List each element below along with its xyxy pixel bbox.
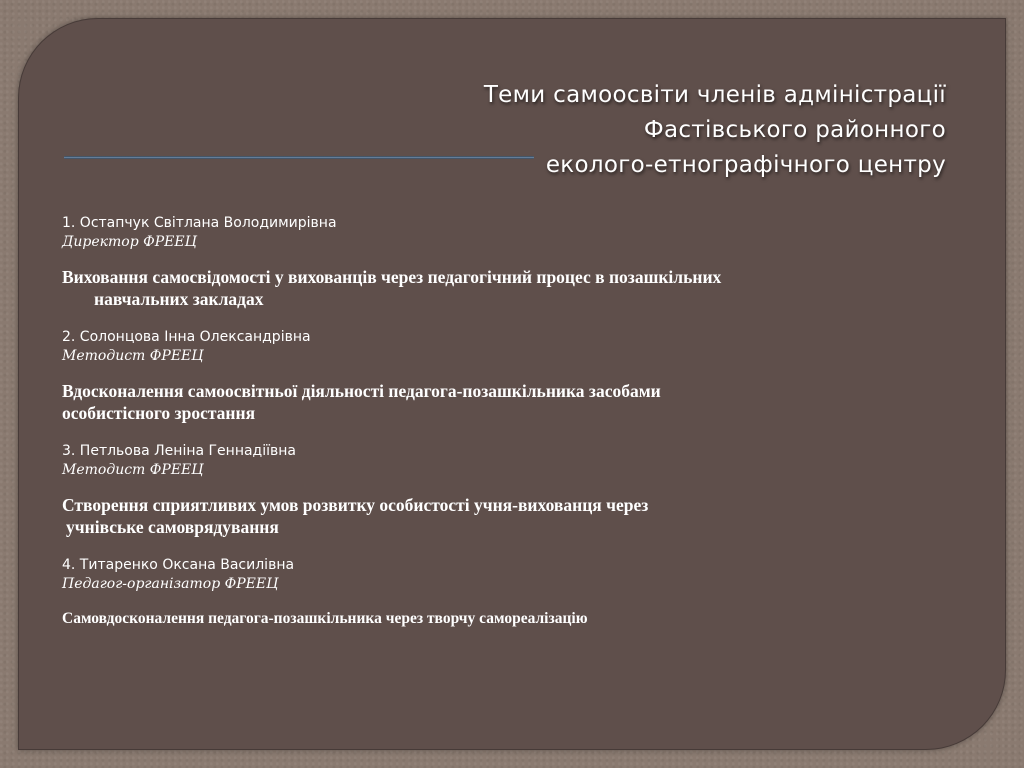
title-line-1: Теми самоосвіти членів адміністрації bbox=[483, 82, 946, 108]
topic-line: Самовдосконалення педагога-позашкільника через творчу самореалізацію bbox=[62, 610, 588, 627]
title-underline bbox=[64, 156, 534, 159]
topic-line: особистісного зростання bbox=[62, 403, 256, 423]
topic-line: навчальних закладах bbox=[94, 289, 264, 309]
title-line-3: еколого-етнографічного центру bbox=[545, 152, 946, 178]
slide-title bbox=[326, 78, 946, 183]
member-topic bbox=[62, 494, 962, 538]
member-topic bbox=[62, 380, 962, 424]
members-list bbox=[62, 214, 962, 648]
member-entry-2 bbox=[62, 328, 962, 424]
topic-line: Виховання самосвідомості у вихованців через педагогічний процес в позашкільних bbox=[62, 267, 722, 287]
member-topic bbox=[62, 266, 962, 310]
member-name: 3. Петльова Леніна Геннадіївна bbox=[62, 443, 296, 459]
member-name: 1. Остапчук Світлана Володимирівна bbox=[62, 215, 337, 231]
member-role: Директор ФРЕЕЦ bbox=[62, 234, 197, 250]
member-role: Педагог-організатор ФРЕЕЦ bbox=[62, 576, 279, 592]
topic-line: Створення сприятливих умов розвитку особистості учня-вихованця через bbox=[62, 495, 649, 515]
member-topic bbox=[62, 608, 962, 630]
member-name: 4. Титаренко Оксана Василівна bbox=[62, 557, 295, 573]
member-role: Методист ФРЕЕЦ bbox=[62, 462, 204, 478]
slide-panel bbox=[18, 18, 1006, 750]
member-entry-4 bbox=[62, 556, 962, 630]
title-line-2: Фастівського районного bbox=[643, 117, 946, 143]
member-name: 2. Солонцова Інна Олександрівна bbox=[62, 329, 311, 345]
member-role: Методист ФРЕЕЦ bbox=[62, 348, 204, 364]
topic-line: Вдосконалення самоосвітньої діяльності педагога-позашкільника засобами bbox=[62, 381, 661, 401]
member-entry-3 bbox=[62, 442, 962, 538]
topic-line: учнівське самоврядування bbox=[66, 517, 279, 537]
member-entry-1 bbox=[62, 214, 962, 310]
